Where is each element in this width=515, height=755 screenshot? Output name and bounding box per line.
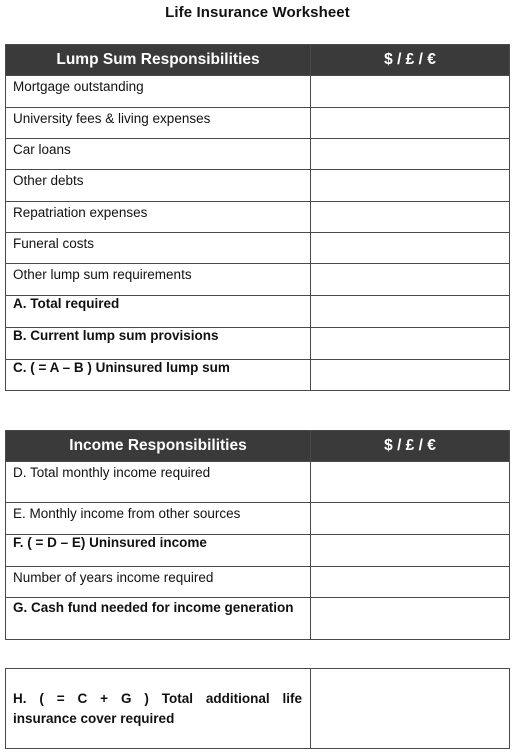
row-label-other-debts: Other debts bbox=[6, 170, 311, 202]
row-label-mortgage: Mortgage outstanding bbox=[6, 76, 311, 108]
income-currency-header: $ / £ / € bbox=[311, 431, 510, 462]
income-header-row bbox=[6, 431, 510, 462]
row-label-uninsured-income: F. ( = D – E) Uninsured income bbox=[6, 535, 311, 567]
table-row bbox=[6, 567, 510, 598]
total-cover-label-line2: insurance cover required bbox=[13, 710, 175, 726]
lump-sum-header-row bbox=[6, 45, 510, 76]
table-row bbox=[6, 598, 510, 640]
amount-cell-years-income[interactable] bbox=[311, 567, 510, 598]
total-cover-table bbox=[5, 668, 510, 749]
income-table bbox=[5, 430, 510, 640]
lump-sum-table bbox=[5, 44, 510, 391]
amount-cell-current-provisions[interactable] bbox=[311, 328, 510, 360]
table-row bbox=[6, 503, 510, 535]
amount-cell-uninsured-lump-sum[interactable] bbox=[311, 360, 510, 391]
amount-cell-total-required[interactable] bbox=[311, 296, 510, 328]
lump-sum-header: Lump Sum Responsibilities bbox=[6, 45, 311, 76]
table-row bbox=[6, 360, 510, 391]
amount-cell-repatriation[interactable] bbox=[311, 202, 510, 233]
amount-cell-monthly-income-required[interactable] bbox=[311, 462, 510, 503]
income-header: Income Responsibilities bbox=[6, 431, 311, 462]
amount-cell-other-lump-sum[interactable] bbox=[311, 264, 510, 296]
row-label-total-cover bbox=[6, 669, 311, 749]
total-cover-label-line1: H. ( = C + G ) Total additional life bbox=[13, 690, 302, 706]
row-label-cash-fund: G. Cash fund needed for income generation bbox=[6, 598, 311, 640]
row-label-years-income: Number of years income required bbox=[6, 567, 311, 598]
amount-cell-car-loans[interactable] bbox=[311, 139, 510, 170]
amount-cell-total-cover[interactable] bbox=[311, 669, 510, 749]
table-row bbox=[6, 535, 510, 567]
table-row bbox=[6, 139, 510, 170]
table-row bbox=[6, 462, 510, 503]
row-label-uninsured-lump-sum: C. ( = A – B ) Uninsured lump sum bbox=[6, 360, 311, 391]
row-label-repatriation: Repatriation expenses bbox=[6, 202, 311, 233]
table-row bbox=[6, 76, 510, 108]
row-label-funeral: Funeral costs bbox=[6, 233, 311, 264]
lump-sum-currency-header: $ / £ / € bbox=[311, 45, 510, 76]
row-label-university: University fees & living expenses bbox=[6, 108, 311, 139]
table-row bbox=[6, 328, 510, 360]
amount-cell-funeral[interactable] bbox=[311, 233, 510, 264]
table-row bbox=[6, 264, 510, 296]
table-row bbox=[6, 170, 510, 202]
row-label-current-provisions: B. Current lump sum provisions bbox=[6, 328, 311, 360]
amount-cell-cash-fund[interactable] bbox=[311, 598, 510, 640]
amount-cell-uninsured-income[interactable] bbox=[311, 535, 510, 567]
page-title: Life Insurance Worksheet bbox=[165, 4, 350, 21]
amount-cell-mortgage[interactable] bbox=[311, 76, 510, 108]
amount-cell-other-debts[interactable] bbox=[311, 170, 510, 202]
table-row bbox=[6, 202, 510, 233]
row-label-other-lump-sum: Other lump sum requirements bbox=[6, 264, 311, 296]
row-label-car-loans: Car loans bbox=[6, 139, 311, 170]
table-row bbox=[6, 669, 510, 749]
table-row bbox=[6, 233, 510, 264]
row-label-total-required: A. Total required bbox=[6, 296, 311, 328]
table-row bbox=[6, 296, 510, 328]
amount-cell-university[interactable] bbox=[311, 108, 510, 139]
row-label-monthly-income-required: D. Total monthly income required bbox=[6, 462, 311, 503]
row-label-income-other-sources: E. Monthly income from other sources bbox=[6, 503, 311, 535]
table-row bbox=[6, 108, 510, 139]
amount-cell-income-other-sources[interactable] bbox=[311, 503, 510, 535]
